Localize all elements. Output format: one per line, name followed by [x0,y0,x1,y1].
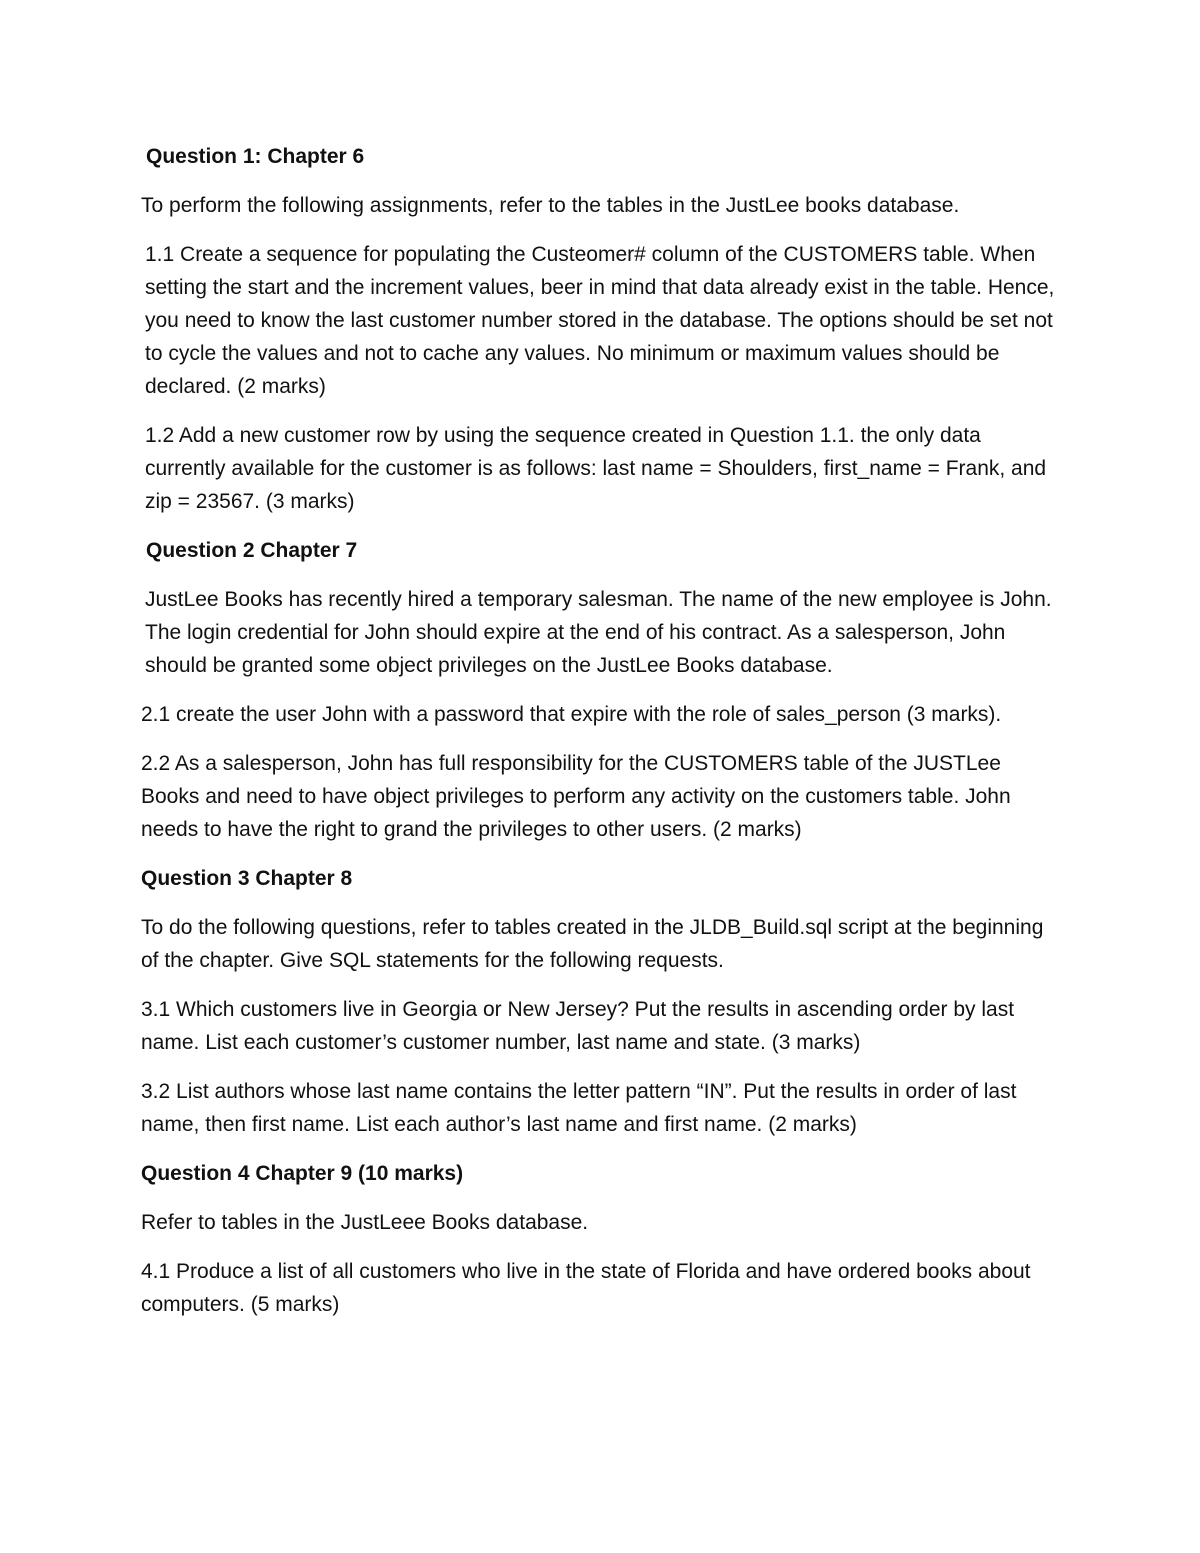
question-3-2-text: 3.2 List authors whose last name contains the letter pattern “IN”. Put the results in order of last name, then first name. List each author’s last name and first name. (2 marks) [141,1080,1017,1136]
question-2-intro: JustLee Books has recently hired a temporary salesman. The name of the new employee is John. The login credential for John should expire at the end of his contract. As a salesperson, John should be granted some object privileges on the JustLee Books database. [145,588,1052,677]
question-1-heading: Question 1: Chapter 6 [146,145,365,168]
question-1-1-text: 1.1 Create a sequence for populating the Custeomer# column of the CUSTOMERS table. When setting the start and the increment values, beer in mind that data already exist in the table. Hence, you need to know the last customer number stored in the database. The options should be set not to cycle the values and not to cache any values. No minimum or maximum values should be declared. (2 marks) [145,243,1055,398]
question-2-heading: Question 2 Chapter 7 [146,539,358,562]
question-3-intro: To do the following questions, refer to tables created in the JLDB_Build.sql script at the beginning of the chapter. Give SQL statements for the following requests. [141,916,1044,972]
question-3-1-text: 3.1 Which customers live in Georgia or New Jersey? Put the results in ascending order by last name. List each customer’s customer number, last name and state. (3 marks) [141,998,1015,1054]
question-1-2-text: 1.2 Add a new customer row by using the sequence created in Question 1.1. the only data currently available for the customer is as follows: last name = Shoulders, first_name = Frank, and zip = 23567. (3 marks) [145,424,1047,513]
question-4-intro: Refer to tables in the JustLeee Books database. [141,1211,589,1234]
document-body [141,140,1061,1337]
question-4-1-text: 4.1 Produce a list of all customers who live in the state of Florida and have ordered books about computers. (5 marks) [141,1260,1031,1316]
question-2-2-text: 2.2 As a salesperson, John has full responsibility for the CUSTOMERS table of the JUSTLee Books and need to have object privileges to perform any activity on the customers table. John needs to have the right to grand the privileges to other users. (2 marks) [141,752,1011,841]
question-3-heading: Question 3 Chapter 8 [141,867,353,890]
question-1-intro: To perform the following assignments, refer to the tables in the JustLee books database. [141,194,960,217]
question-4-heading: Question 4 Chapter 9 (10 marks) [141,1162,464,1185]
question-2-1-text: 2.1 create the user John with a password that expire with the role of sales_person (3 marks). [141,703,1002,726]
